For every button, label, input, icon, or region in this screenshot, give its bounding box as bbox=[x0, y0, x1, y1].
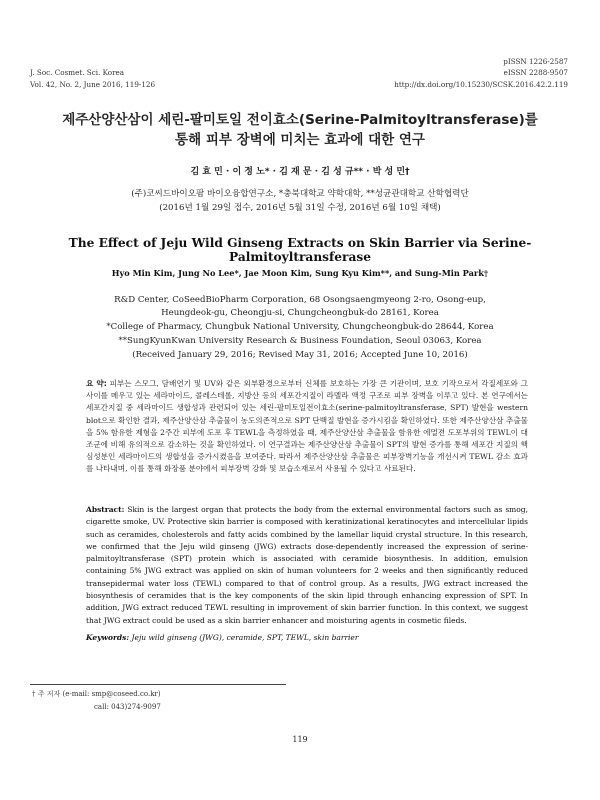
english-authors: Hyo Min Kim, Jung No Lee*, Jae Moon Kim, Sung Kyu Kim**, and Sung-Min Park† bbox=[111, 268, 489, 278]
korean-abstract bbox=[86, 378, 528, 476]
english-title: The Effect of Jeju Wild Ginseng Extracts on Skin Barrier via Serine-Palmitoyltransferase bbox=[68, 236, 532, 264]
korean-abstract-text: 피부는 스모그, 담배연기 및 UV와 같은 외부환경으로부터 신체를 보호하는 가장 큰 기관이며, 보호 기작으로서 각질세포와 그 사이를 메우고 있는 세라마이드, 콜레스테롤, 지방산 등의 세포간지질이 라멜라 액정 구조로 피부 장벽을 이루고 있다. 본 연구에서는 세포간지질 중 세라마이드 생합성과 관련되어 있는 세린-팔미토일전이효소(serine-palmitoyltransferase, SPT) 발현을 western blot으로 확인한 결과, 제주산양산삼 추출물이 농도의존적으로 SPT 단백질 발현을 증가시킴을 확인하였다. 또한 제주산양산삼 추출물을 5% 함유한 제형을 2주간 피부에 도포 후 TEWL을 측정하였을 때, 제주산양산삼 추출물을 함유한 에멀젼 도포부위의 TEWL이 대조군에 비해 유의적으로 감소하는 것을 확인하였다. 이 연구결과는 제주산양산삼 추출물이 SPT의 발현 증가를 통해 세포간 지질의 핵심성분인 세라마이드의 생합성을 증가시켰음을 보여준다. 따라서 제주산양산삼 추출물은 피부장벽기능을 개선시켜 TEWL 감소 효과를 나타내며, 이를 통해 화장품 분야에서 피부장벽 강화 및 보습소재로서 사용될 수 있다고 사료된다. bbox=[86, 379, 529, 474]
received-dates: (Received January 29, 2016; Revised May 31, 2016; Accepted June 10, 2016) bbox=[132, 350, 468, 360]
korean-authors: 김 효 민 · 이 정 노* · 김 재 문 · 김 성 규** · 박 성 민† bbox=[190, 167, 410, 177]
eissn: eISSN 2288-9507 bbox=[503, 68, 568, 77]
english-abstract-text: Skin is the largest organ that protects the body from the external environmental factors such as smog, cigarette smoke, UV. Protective skin barrier is composed with keratinizational keratinocytes and intercellular lipids such as ceramides, cholesterols and fatty acids combined by the lamellar liquid crystal structure. In this research, we confirmed that the Jeju wild ginseng (JWG) extracts dose-dependently increased the expression of serine-palmitoyltransferase (SPT) protein which is associated with ceramide biosynthesis. In addition, emulsion containing 5% JWG extract was applied on skin of human volunteers for 2 weeks and then significantly reduced transepidermal water loss (TEWL) compared to that of control group. As a results, JWG extract increased the biosynthesis of ceramides that is the key components of the skin lipid through enhancing expression of SPT. In addition, JWG extract reduced TEWL resulting in improvement of skin barrier function. In this context, we suggest that JWG extract could be used as a skin barrier enhancer and moisturing agents in cosmetic fileds. bbox=[86, 505, 528, 625]
keywords-text: Jeju wild ginseng (JWG), ceramide, SPT, TEWL, skin barrier bbox=[131, 633, 359, 642]
affiliation-line-2: Heungdeok-gu, Cheongju-si, Chungcheongbuk-do 28161, Korea bbox=[161, 308, 439, 318]
english-abstract bbox=[86, 504, 528, 627]
korean-title-line1: 제주산양산삼이 세린-팔미토일 전이효소(Serine-Palmitoyltransferase)를 bbox=[62, 112, 538, 128]
english-abstract-label: Abstract: bbox=[86, 505, 125, 514]
keywords-label: Keywords: bbox=[86, 633, 130, 642]
journal-name: J. Soc. Cosmet. Sci. Korea bbox=[30, 68, 125, 77]
doi-link[interactable]: http://dx.doi.org/10.15230/SCSK.2016.42.2.119 bbox=[394, 80, 568, 89]
footnote-correspondence: † 주 저자 (e-mail: smp@coseed.co.kr) bbox=[32, 690, 161, 698]
page-number: 119 bbox=[292, 735, 308, 744]
pissn: pISSN 1226-2587 bbox=[503, 57, 568, 66]
affiliation-line-1: R&D Center, CoSeedBioPharm Corporation, 68 Osongsaengmyeong 2-ro, Osong-eup, bbox=[114, 295, 486, 305]
affiliation-line-3: *College of Pharmacy, Chungbuk National University, Chungcheongbuk-do 28644, Korea bbox=[106, 322, 494, 332]
affiliation-line-4: **SungKyunKwan University Research & Business Foundation, Seoul 03063, Korea bbox=[118, 336, 482, 346]
keywords bbox=[86, 633, 528, 642]
korean-abstract-label: 요 약: bbox=[86, 379, 107, 388]
journal-volume: Vol. 42, No. 2, June 2016, 119-126 bbox=[30, 80, 156, 89]
korean-affiliations: (주)코씨드바이오팜 바이오융합연구소, *충북대학교 약학대학, **성균관대학교 산학협력단 bbox=[131, 189, 469, 199]
footnote-phone: call: 043)274-9097 bbox=[94, 703, 161, 711]
korean-title-line2: 통해 피부 장벽에 미치는 효과에 대한 연구 bbox=[175, 132, 425, 148]
korean-dates: (2016년 1월 29일 접수, 2016년 5월 31일 수정, 2016년 6월 10일 채택) bbox=[159, 203, 441, 213]
footnote-divider bbox=[30, 684, 286, 685]
